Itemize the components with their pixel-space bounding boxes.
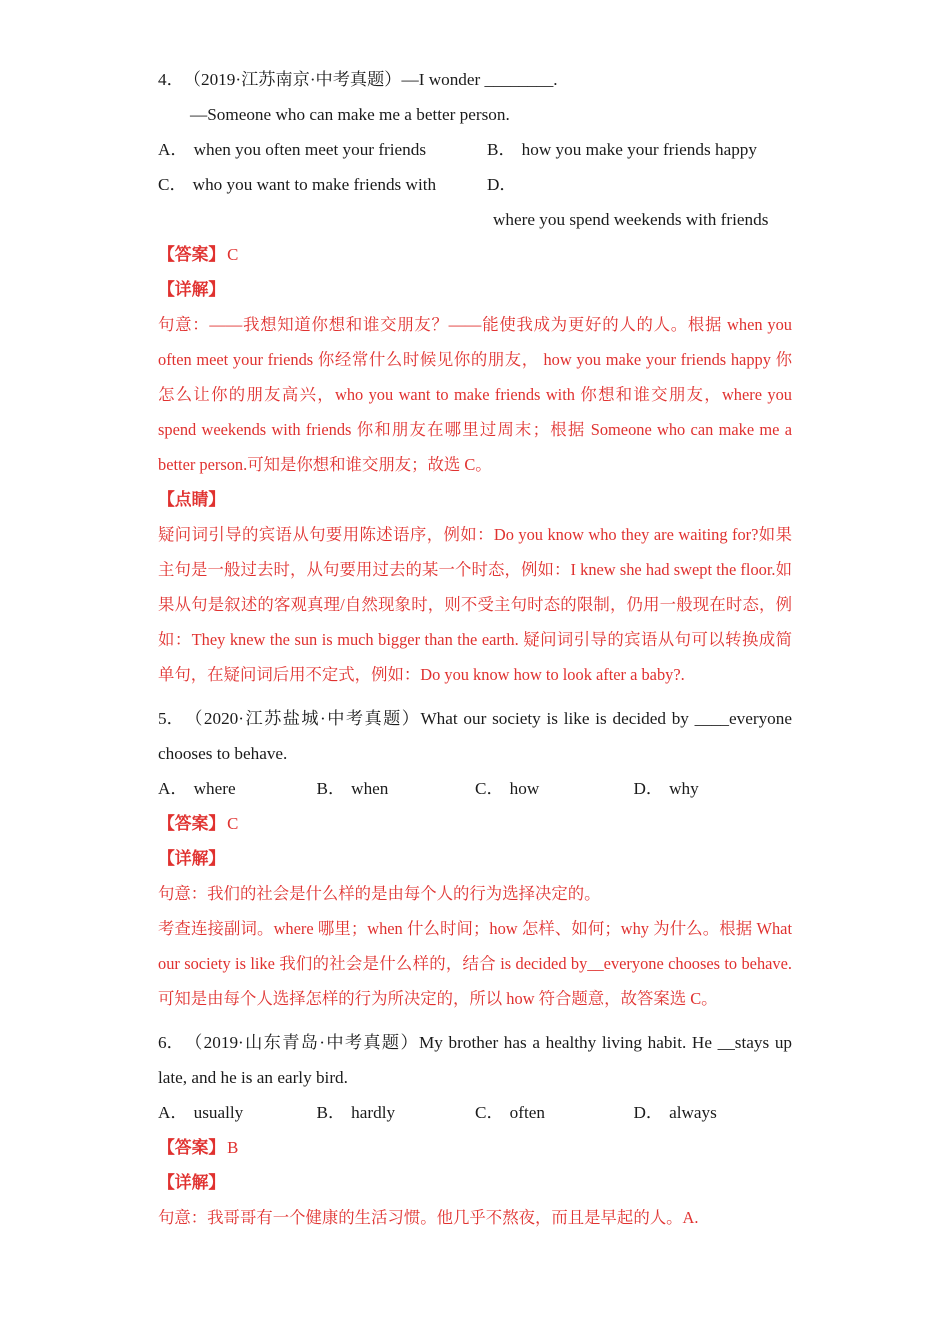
question-5-options [158,771,792,806]
question-4-detail-text: 句意：——我想知道你想和谁交朋友？——能使我成为更好的人的人。根据 when you often meet your friends 你经常什么时候见你的朋友， how you make your friends happy 你怎么让你的朋友高兴，who you want to make friends with 你想和谁交朋友，where you spend weekends with friends 你和朋友在哪里过周末；根据 Someone who can make me a better person.可知是你想和谁交朋友；故选 C。 [158,315,792,474]
question-block-6 [158,1025,792,1235]
detail-tag-label: 【详解】 [158,280,226,299]
spacer-after-question-4 [158,692,792,701]
question-block-5 [158,701,792,1016]
question-5-answer-value: C [227,814,239,833]
question-4-answer-row [158,237,792,272]
detail-tag-label: 【详解】 [158,1173,226,1192]
question-4-option-d[interactable] [475,167,792,237]
option-text: when you often meet your friends [193,140,427,159]
option-text: where you spend weekends with friends [493,210,769,229]
document-content [158,62,792,1235]
question-6-stem-text: My brother has a healthy living habit. He __stays up late, and he is an early bird. [158,1033,793,1087]
option-label: B． [487,140,516,159]
question-6-detail-tag [158,1165,792,1200]
question-6-options [158,1095,792,1130]
question-4-option-b[interactable] [475,132,792,167]
option-label: B． [316,1103,346,1122]
option-text: where [193,779,236,798]
question-6-stem [158,1025,792,1095]
question-5-source: （2020·江苏盐城·中考真题） [183,709,421,728]
question-4-stem-text-2: —Someone who can make me a better person. [190,105,510,124]
option-label: C． [158,175,187,194]
option-text: always [669,1103,717,1122]
question-4-stem-text-1: —I wonder ________. [401,70,558,89]
option-label: C． [475,779,504,798]
question-6-option-row [158,1095,792,1130]
option-label: B． [316,779,346,798]
option-label: D． [633,1103,664,1122]
question-4-source: （2019·江苏南京·中考真题） [183,70,402,89]
option-label: A． [158,140,188,159]
question-4-option-row-2 [158,167,792,237]
option-text: how you make your friends happy [521,140,757,159]
option-label: C． [475,1103,504,1122]
question-5-detail-text-2: 考查连接副词。where 哪里；when 什么时间；how 怎样、如何；why 为什么。根据 What our society is like 我们的社会是什么样的，结合 is decided by__everyone chooses to behave.可知是由每个人选择怎样的行为所决定的，所以 how 符合题意，故答案选 C。 [158,919,792,1008]
question-4-detail-tag [158,272,792,307]
option-text: often [509,1103,545,1122]
question-6-option-a[interactable] [158,1095,317,1130]
question-4-stem-line-1 [158,62,792,97]
question-6-answer-row [158,1130,792,1165]
answer-tag-label: 【答案】 [158,245,226,264]
question-4-answer-value: C [227,245,239,264]
detail-tag-label: 【详解】 [158,849,226,868]
question-block-4 [158,62,792,692]
question-4-option-c[interactable] [158,167,475,237]
question-5-number: 5． [158,709,184,728]
option-label: D． [487,175,517,194]
question-4-highlight-text: 疑问词引导的宾语从句要用陈述语序，例如：Do you know who they are waiting for?如果主句是一般过去时，从句要用过去的某一个时态，例如：I knew she had swept the floor.如果从句是叙述的客观真理/自然现象时，则不受主句时态的限制，仍用一般现在时态，例如：They knew the sun is much bigger than the earth. 疑问词引导的宾语从句可以转换成简单句，在疑问词后用不定式，例如：Do you know how to look after a baby?. [158,525,792,684]
question-6-detail-text-1: 句意：我哥哥有一个健康的生活习惯。他几乎不熬夜，而且是早起的人。A. [158,1208,699,1227]
option-text: when [351,779,389,798]
option-text: hardly [351,1103,396,1122]
question-4-options [158,132,792,237]
question-6-option-d[interactable] [634,1095,793,1130]
answer-tag-label: 【答案】 [158,1138,226,1157]
question-5-detail-text-1: 句意：我们的社会是什么样的是由每个人的行为选择决定的。 [158,884,601,903]
option-text: usually [193,1103,244,1122]
spacer-after-question-5 [158,1016,792,1025]
question-5-answer-row [158,806,792,841]
question-6-number: 6． [158,1033,184,1052]
question-4-stem-line-2 [158,97,792,132]
question-6-option-b[interactable] [317,1095,476,1130]
answer-tag-label: 【答案】 [158,814,226,833]
highlight-tag-label: 【点睛】 [158,490,226,509]
question-5-stem-text: What our society is like is decided by ____everyone chooses to behave. [158,709,792,763]
question-4-option-row-1 [158,132,792,167]
question-4-number: 4． [158,70,184,89]
question-4-option-a[interactable] [158,132,475,167]
question-6-answer-value: B [227,1138,239,1157]
question-6-source: （2019·山东青岛·中考真题） [183,1033,420,1052]
option-text: who you want to make friends with [192,175,437,194]
question-5-option-b[interactable] [317,771,476,806]
option-text: how [509,779,540,798]
question-5-option-c[interactable] [475,771,634,806]
question-6-option-c[interactable] [475,1095,634,1130]
option-label: D． [633,779,664,798]
question-5-option-a[interactable] [158,771,317,806]
option-label: A． [158,779,188,798]
option-label: A． [158,1103,188,1122]
question-5-option-d[interactable] [634,771,793,806]
question-5-detail-tag [158,841,792,876]
option-text: why [669,779,699,798]
question-4-highlight-tag [158,482,792,517]
question-5-stem [158,701,792,771]
question-5-option-row [158,771,792,806]
